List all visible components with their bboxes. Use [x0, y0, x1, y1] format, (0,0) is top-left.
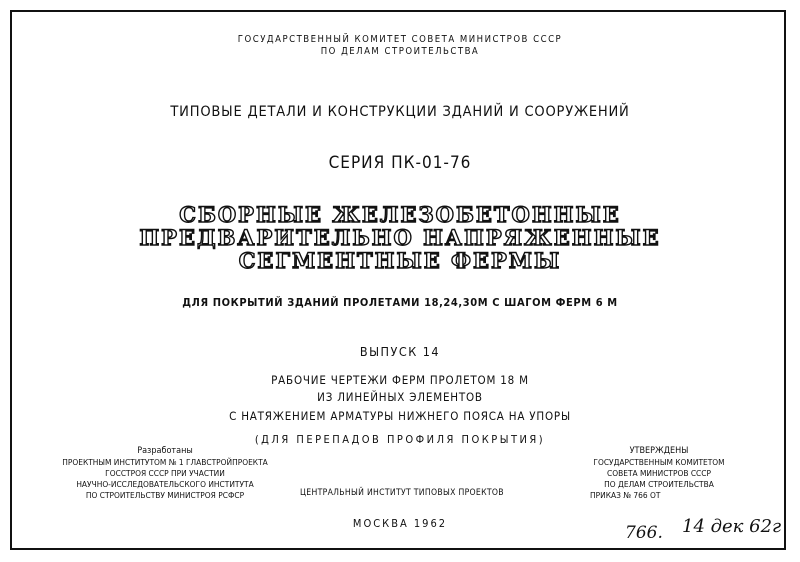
- title-line-2: ПРЕДВАРИТЕЛЬНО НАПРЯЖЕННЫЕ: [139, 225, 661, 250]
- developed-by-block: [60, 446, 270, 501]
- span-subtitle: ДЛЯ ПОКРЫТИЙ ЗДАНИЙ ПРОЛЕТАМИ 18,24,30М С ШАГОМ ФЕРМ 6 М: [182, 296, 618, 309]
- developed-heading: Разработаны: [137, 446, 193, 456]
- developed-line-3: НАУЧНО-ИССЛЕДОВАТЕЛЬСКОГО ИНСТИТУТА: [76, 479, 254, 489]
- approved-line-1: ГОСУДАРСТВЕННЫМ КОМИТЕТОМ: [593, 457, 725, 467]
- committee-line-1: ГОСУДАРСТВЕННЫЙ КОМИТЕТ СОВЕТА МИНИСТРОВ СССР: [237, 34, 563, 45]
- developed-line-1: ПРОЕКТНЫМ ИНСТИТУТОМ № 1 ГЛАВСТРОЙПРОЕКТА: [62, 457, 268, 467]
- issue-number: ВЫПУСК 14: [359, 344, 441, 359]
- approved-order: ПРИКАЗ № 766 ОТ: [590, 490, 661, 500]
- approved-line-3: ПО ДЕЛАМ СТРОИТЕЛЬСТВА: [604, 479, 714, 489]
- developed-line-4: ПО СТРОИТЕЛЬСТВУ МИНИСТРОЯ РСФСР: [85, 490, 245, 500]
- committee-line-2: ПО ДЕЛАМ СТРОИТЕЛЬСТВА: [320, 46, 480, 57]
- title-line-3: СЕГМЕНТНЫЕ ФЕРМЫ: [238, 248, 562, 273]
- description-line-2: ИЗ ЛИНЕЙНЫХ ЭЛЕМЕНТОВ: [317, 390, 483, 404]
- typical-details-heading: ТИПОВЫЕ ДЕТАЛИ И КОНСТРУКЦИИ ЗДАНИЙ И СООРУЖЕНИЙ: [170, 104, 630, 120]
- approved-heading: УТВЕРЖДЕНЫ: [629, 446, 689, 456]
- description-line-3: С НАТЯЖЕНИЕМ АРМАТУРЫ НИЖНЕГО ПОЯСА НА УПОРЫ: [229, 409, 571, 423]
- handwritten-order-date: 14 дек 62г: [682, 516, 782, 537]
- approved-by-block: [578, 446, 740, 501]
- description-note: (ДЛЯ ПЕРЕПАДОВ ПРОФИЛЯ ПОКРЫТИЯ): [254, 433, 546, 446]
- developed-line-2: ГОССТРОЯ СССР ПРИ УЧАСТИИ: [105, 468, 225, 478]
- series-label: СЕРИЯ ПК-01-76: [328, 153, 472, 173]
- title-line-1: СБОРНЫЕ ЖЕЛЕЗОБЕТОННЫЕ: [179, 202, 621, 227]
- approved-line-2: СОВЕТА МИНИСТРОВ СССР: [607, 468, 711, 478]
- central-institute: ЦЕНТРАЛЬНЫЙ ИНСТИТУТ ТИПОВЫХ ПРОЕКТОВ: [300, 488, 504, 498]
- city-year: МОСКВА 1962: [352, 517, 448, 530]
- handwritten-order-number: 766.: [625, 523, 663, 543]
- description-line-1: РАБОЧИЕ ЧЕРТЕЖИ ФЕРМ ПРОЛЕТОМ 18 М: [271, 373, 529, 387]
